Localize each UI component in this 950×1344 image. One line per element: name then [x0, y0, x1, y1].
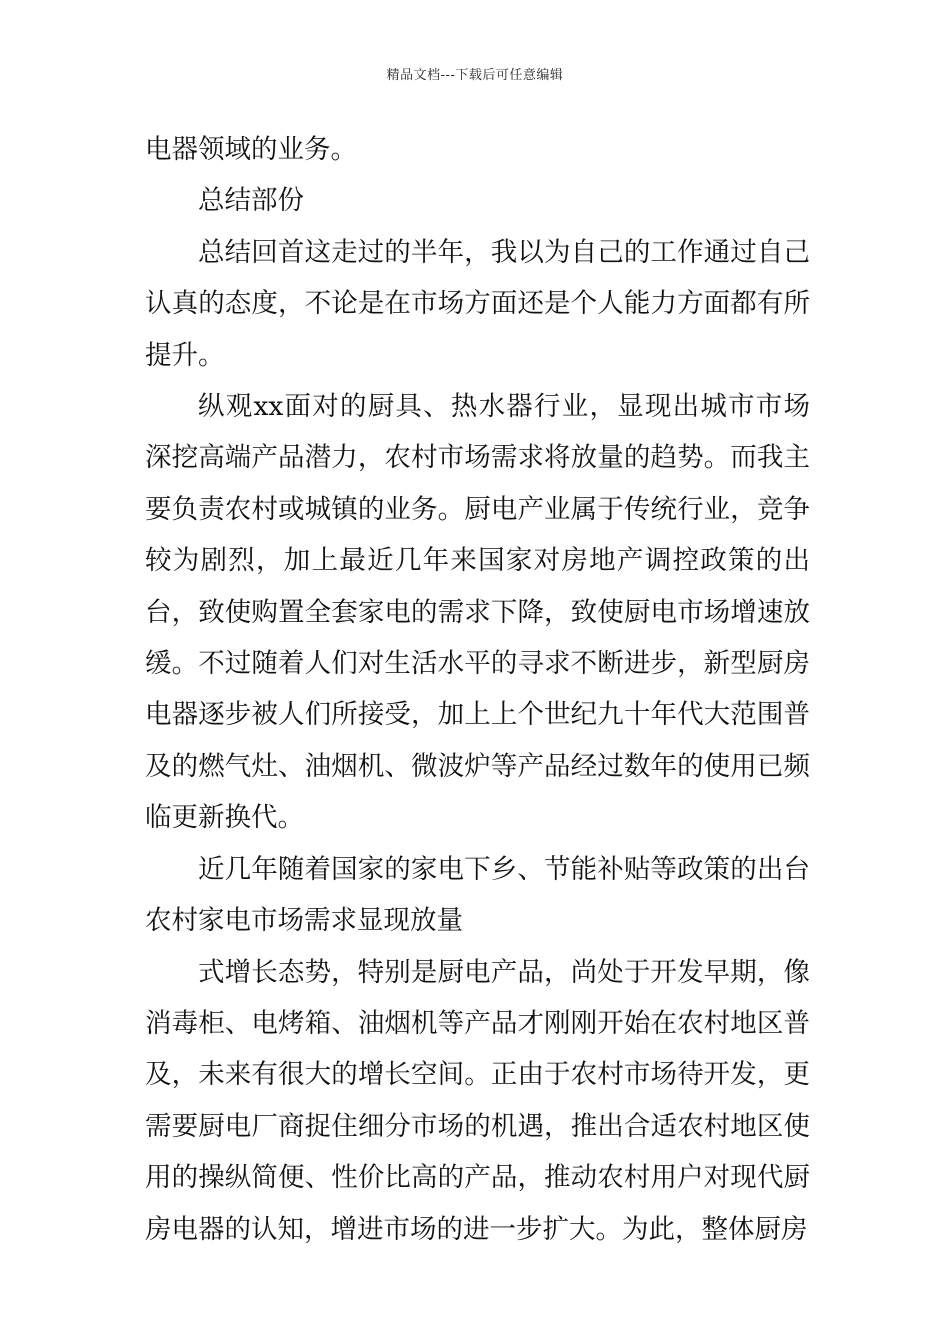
paragraph: 近几年随着国家的家电下乡、节能补贴等政策的出台农村家电市场需求显现放量: [145, 853, 810, 937]
paragraph: 式增长态势，特别是厨电产品，尚处于开发早期，像消毒柜、电烤箱、油烟机等产品才刚刚开始在农村地区普及，未来有很大的增长空间。正由于农村市场待开发，更需要厨电厂商捉住细分市场的机遇，推出合适农村地区使用的操纵简便、性价比高的产品，推动农村用户对现代厨房电器的认知，增进市场的进一步扩大。为此，整体厨房: [145, 956, 810, 1245]
paragraph: 总结部份: [198, 185, 304, 217]
paragraph: 总结回首这走过的半年，我以为自己的工作通过自己认真的态度，不论是在市场方面还是个人能力方面都有所提升。: [145, 236, 810, 371]
document-body: [145, 124, 810, 1255]
page-header: 精品文档---下载后可任意编辑: [386, 68, 564, 83]
paragraph: 纵观xx面对的厨具、热水器行业，显现出城市市场深挖高端产品潜力，农村市场需求将放量的趋势。而我主要负责农村或城镇的业务。厨电产业属于传统行业，竞争较为剧烈，加上最近几年来国家对房地产调控政策的出台，致使购置全套家电的需求下降，致使厨电市场增速放缓。不过随着人们对生活水平的寻求不断进步，新型厨房电器逐步被人们所接受，加上上个世纪九十年代大范围普及的燃气灶、油烟机、微波炉等产品经过数年的使用已频临更新换代。: [145, 391, 810, 834]
paragraph: 电器领域的业务。: [145, 134, 357, 165]
